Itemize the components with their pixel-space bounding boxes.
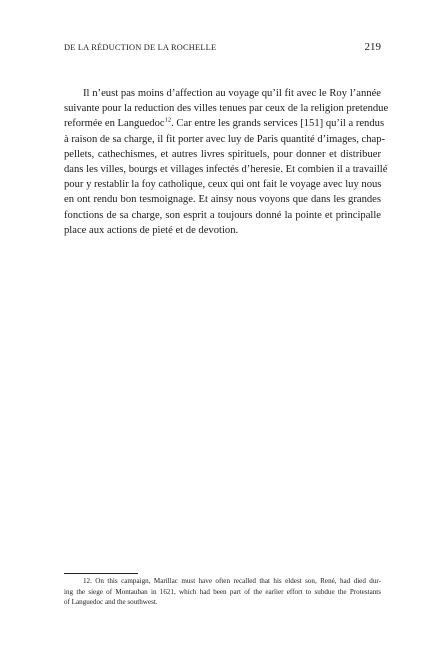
footnote-reference: 12 xyxy=(164,116,172,124)
page-number: 219 xyxy=(364,41,381,53)
footnote-separator xyxy=(64,573,138,574)
footnote-line: 12. On this campaign, Marillac must have often recalled that his eldest son, René, had died dur- xyxy=(83,577,381,585)
body-line: à raison de sa charge, il fit porter avec luy de Paris quantité d’images, chap- xyxy=(64,133,386,145)
body-line xyxy=(64,116,385,131)
body-line-text: . Car entre les grands services [151] qu’il a rendus xyxy=(171,118,385,130)
body-line: pellets, cathechismes, et autres livres spirituels, pour donner et distribuer xyxy=(64,148,381,160)
footnote-line: of Languedoc and the southwest. xyxy=(64,598,158,607)
body-line: pour y restablir la foy catholique, ceux qui ont fait le voyage avec luy nous xyxy=(64,179,382,191)
body-line: Il n’eust pas moins d’affection au voyage qu’il fit avec le Roy l’année xyxy=(83,88,381,99)
footnote xyxy=(64,576,381,608)
body-line: fonctions de sa charge, son esprit a toujours donné la pointe et principalle xyxy=(64,209,381,221)
footnote-line: ing the siege of Montauban in 1621, which had been part of the earlier effort to subdue the Protestants xyxy=(64,587,381,596)
body-paragraph xyxy=(64,86,389,238)
body-line: en ont rendu bon tesmoignage. Et ainsy nous voyons que dans les grandes xyxy=(64,194,381,206)
body-line: suivante pour la reduction des villes tenues par ceux de la religion pretendue xyxy=(64,103,389,115)
running-head: DE LA RÉDUCTION DE LA ROCHELLE xyxy=(64,43,217,52)
body-line: place aux actions de pieté et de devotion. xyxy=(64,224,239,236)
body-line: dans les villes, bourgs et villages infectés d’heresie. Et combien il a travaillé xyxy=(64,163,388,175)
body-line-text: reformée en Languedoc xyxy=(64,118,165,130)
